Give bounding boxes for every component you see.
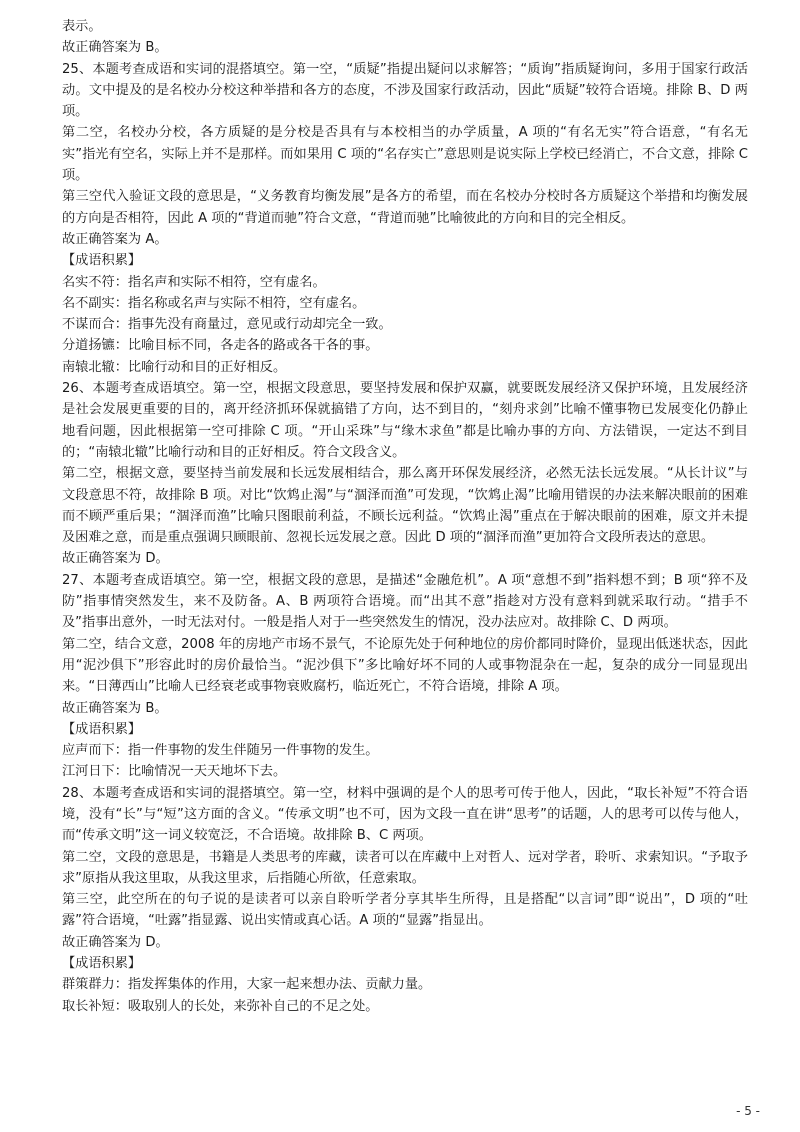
idiom-section-heading: 【成语积累】 xyxy=(62,721,142,737)
idiom-entry: 取长补短：吸取别人的长处，来弥补自己的不足之处。 xyxy=(62,998,379,1014)
answer-line: 故正确答案为 B。 xyxy=(62,700,168,716)
idiom-entry: 名实不符：指名声和实际不相符，空有虚名。 xyxy=(62,274,326,290)
paragraph: 第三空，此空所在的句子说的是读者可以亲自聆听学者分享其毕生所得，且是搭配“以言词”即“说出”，D 项的“吐露”符合语境，“吐露”指显露、说出实情或真心话。A 项的“显露”指显出。 xyxy=(62,892,748,929)
answer-line: 故正确答案为 B。 xyxy=(62,40,168,56)
idiom-entry: 江河日下：比喻情况一天天地坏下去。 xyxy=(62,764,287,780)
question-26-explanation: 26、本题考查成语填空。第一空，根据文段意思，要坚持发展和保护双赢，就要既发展经济又保护环境，且发展经济是社会发展更重要的目的，离开经济抓环保就搞错了方向，达不到目的，“刻舟求剑”比喻不懂事物已发展变化仍静止地看问题，因此根据第一空可排除 C 项。“开山采珠”与“缘木求鱼”都是比喻办事的方向、方法错误，一定达不到目的；“南辕北辙”比喻行动和目的正好相反。符合文段含义。 xyxy=(62,381,748,460)
idiom-entry: 南辕北辙：比喻行动和目的正好相反。 xyxy=(62,359,287,375)
idiom-section-heading: 【成语积累】 xyxy=(62,956,142,972)
answer-line: 故正确答案为 D。 xyxy=(62,934,169,950)
idiom-entry: 名不副实：指名称或名声与实际不相符，空有虚名。 xyxy=(62,295,366,311)
question-25-explanation: 25、本题考查成语和实词的混搭填空。第一空，“质疑”指提出疑问以求解答；“质询”指质疑询问，多用于国家行政活动。文中提及的是名校办分校这种举措和各方的态度，不涉及国家行政活动，因此“质疑”较符合语境。排除 B、D 两项。 xyxy=(62,61,748,120)
page-number: - 5 - xyxy=(736,1104,760,1118)
paragraph: 第二空，结合文意，2008 年的房地产市场不景气，不论原先处于何种地位的房价都同时降价，显现出低迷状态，因此用“泥沙俱下”形容此时的房价最恰当。“泥沙俱下”多比喻好坏不同的人或事物混杂在一起，复杂的成分一同显现出来。“日薄西山”比喻人已经衰老或事物衰败腐朽，临近死亡，不符合语境，排除 A 项。 xyxy=(62,636,748,695)
paragraph: 第二空，根据文意，要坚持当前发展和长远发展相结合，那么离开环保发展经济，必然无法长远发展。“从长计议”与文段意思不符，故排除 B 项。对比“饮鸩止渴”与“涸泽而渔”可发现，“饮鸩止渴”比喻用错误的办法来解决眼前的困难而不顾严重后果；“涸泽而渔”比喻只图眼前利益，不顾长远利益。“饮鸩止渴”重点在于解决眼前的困难，原文并未提及困难之意，而是重点强调只顾眼前、忽视长远发展之意。因此 D 项的“涸泽而渔”更加符合文段所表达的意思。 xyxy=(62,466,748,546)
paragraph: 表示。 xyxy=(62,19,102,34)
paragraph: 第二空，名校办分校，各方质疑的是分校是否具有与本校相当的办学质量，A 项的“有名无实”符合语意，“有名无实”指光有空名，实际上并不是那样。而如果用 C 项的“名存实亡”意思则是说实际上学校已经消亡，不合文意，排除 C 项。 xyxy=(62,125,748,184)
idiom-section-heading: 【成语积累】 xyxy=(62,253,142,269)
question-27-explanation: 27、本题考查成语填空。第一空，根据文段的意思，是描述“金融危机”。A 项“意想不到”指料想不到；B 项“猝不及防”指事情突然发生，来不及防备。A、B 两项符合语境。而“出其不意”指趁对方没有意料到就采取行动。“措手不及”指事出意外，一时无法对付。一般是指人对于一些突然发生的情况，没办法应对。故排除 C、D 两项。 xyxy=(62,572,748,631)
answer-line: 故正确答案为 D。 xyxy=(62,551,169,567)
answer-line: 故正确答案为 A。 xyxy=(62,231,168,247)
idiom-entry: 不谋而合：指事先没有商量过，意见或行动却完全一致。 xyxy=(62,317,392,333)
idiom-entry: 群策群力：指发挥集体的作用，大家一起来想办法、贡献力量。 xyxy=(62,977,432,993)
idiom-entry: 分道扬镳：比喻目标不同，各走各的路或各干各的事。 xyxy=(62,338,379,354)
paragraph: 第二空，文段的意思是，书籍是人类思考的库藏，读者可以在库藏中上对哲人、远对学者，聆听、求索知识。“予取予求”原指从我这里取，从我这里求，后指随心所欲，任意索取。 xyxy=(62,849,748,886)
idiom-entry: 应声而下：指一件事物的发生伴随另一件事物的发生。 xyxy=(62,743,379,759)
document-body xyxy=(62,16,748,1017)
paragraph: 第三空代入验证文段的意思是，“义务教育均衡发展”是各方的希望，而在名校办分校时各方质疑这个举措和均衡发展的方向是否相符，因此 A 项的“背道而驰”符合文意，“背道而驰”比喻彼此的方向和目的完全相反。 xyxy=(62,189,748,226)
question-28-explanation: 28、本题考查成语和实词的混搭填空。第一空，材料中强调的是个人的思考可传于他人，因此，“取长补短”不符合语境，没有“长”与“短”这方面的含义。“传承文明”也不可，因为文段一直在讲“思考”的话题，人的思考可以传与他人，而“传承文明”这一词义较宽泛，不合语境。故排除 B、C 两项。 xyxy=(62,785,748,844)
